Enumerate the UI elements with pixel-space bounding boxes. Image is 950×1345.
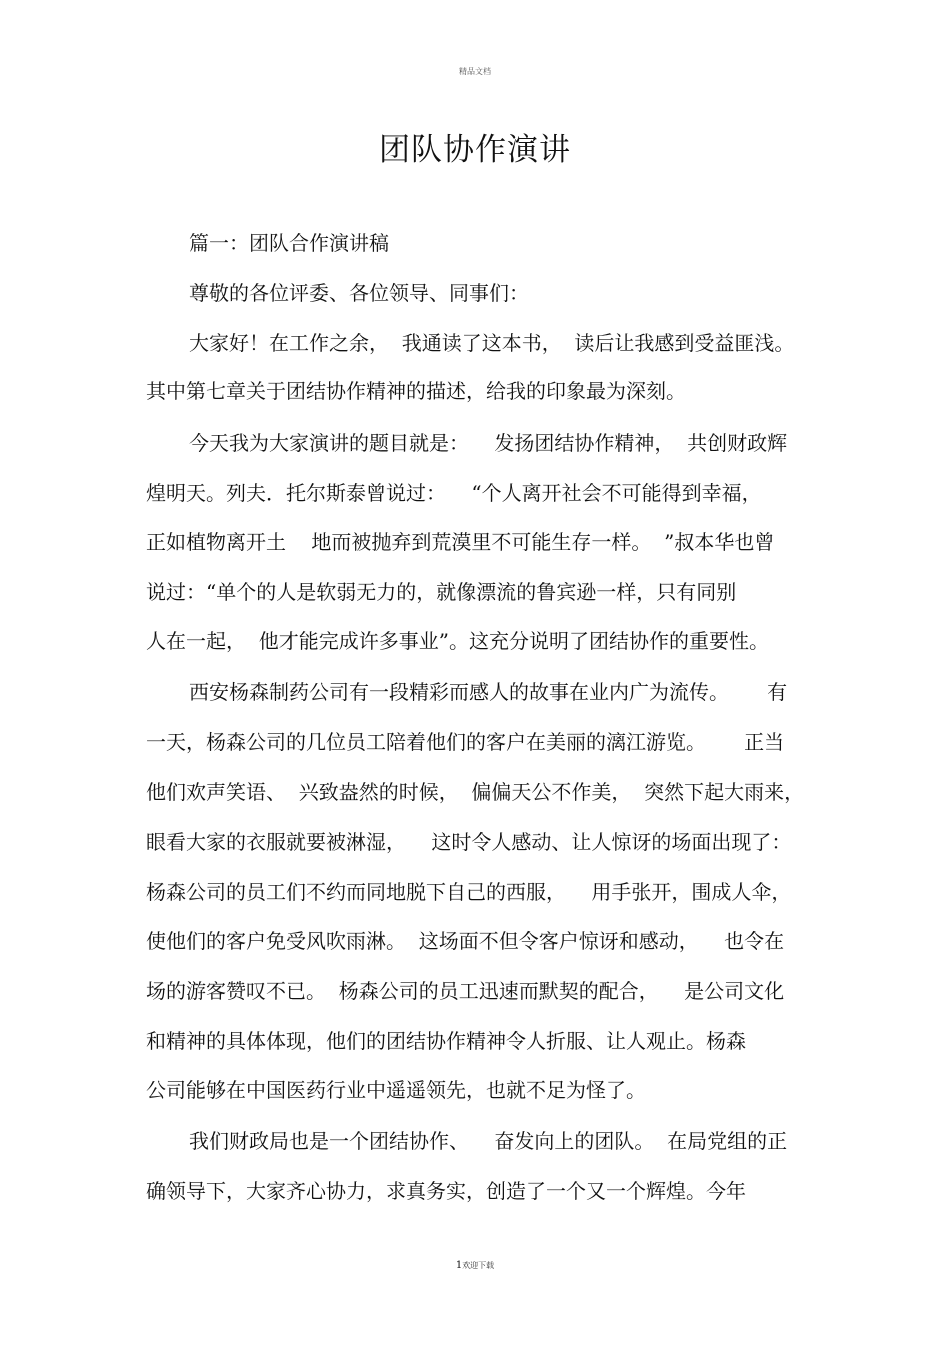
body-line: 杨森公司的员工们不约而同地脱下自己的西服， 用手张开，围成人伞， [146, 880, 792, 904]
body-line: 西安杨森制药公司有一段精彩而感人的故事在业内广为流传。 有 [189, 680, 788, 704]
document-title: 团队协作演讲 [379, 132, 571, 168]
body-line: 尊敬的各位评委、各位领导、同事们： [189, 281, 529, 305]
page-number: 1 [455, 1260, 463, 1271]
body-line: 篇一：团队合作演讲稿 [189, 231, 389, 255]
footer-note: 欢迎下载 [462, 1261, 495, 1270]
body-line: 确领导下，大家齐心协力，求真务实，创造了一个又一个辉煌。今年 [146, 1179, 746, 1203]
header-note: 精品文档 [459, 67, 491, 76]
body-line: 一天，杨森公司的几位员工陪着他们的客户在美丽的漓江游览。 正当 [146, 730, 785, 754]
body-line: 眼看大家的衣服就要被淋湿， 这时令人感动、让人惊讶的场面出现了： [146, 830, 792, 854]
body-line: 和精神的具体体现，他们的团结协作精神令人折服、让人观止。杨森 [146, 1029, 746, 1053]
page-footer [0, 1260, 950, 1271]
body-line: 正如植物离开土 地而被抛弃到荒漠里不可能生存一样。 ”叔本华也曾 [146, 530, 775, 554]
body-line: 今天我为大家演讲的题目就是： 发扬团结协作精神， 共创财政辉 [189, 431, 788, 455]
body-line: 他们欢声笑语、 兴致盎然的时候， 偏偏天公不作美， 突然下起大雨来， [146, 780, 805, 804]
body-line: 场的游客赞叹不已。 杨森公司的员工迅速而默契的配合， 是公司文化 [146, 979, 785, 1003]
body-line: 使他们的客户免受风吹雨淋。 这场面不但令客户惊讶和感动， 也令在 [146, 929, 785, 953]
body-line: 公司能够在中国医药行业中遥遥领先，也就不足为怪了。 [146, 1078, 646, 1102]
body-line: 我们财政局也是一个团结协作、 奋发向上的团队。 在局党组的正 [189, 1129, 788, 1153]
body-line: 人在一起， 他才能完成许多事业”。这充分说明了团结协作的重要性。 [146, 629, 769, 653]
body-line: 大家好！在工作之余， 我通读了这本书， 读后让我感到受益匪浅。 [189, 331, 795, 355]
body-line: 其中第七章关于团结协作精神的描述，给我的印象最为深刻。 [146, 379, 686, 403]
body-line: 说过：“单个的人是软弱无力的，就像漂流的鲁宾逊一样，只有同别 [146, 580, 737, 604]
body-line: 煌明天。列夫．托尔斯泰曾说过： “个人离开社会不可能得到幸福， [146, 481, 762, 505]
